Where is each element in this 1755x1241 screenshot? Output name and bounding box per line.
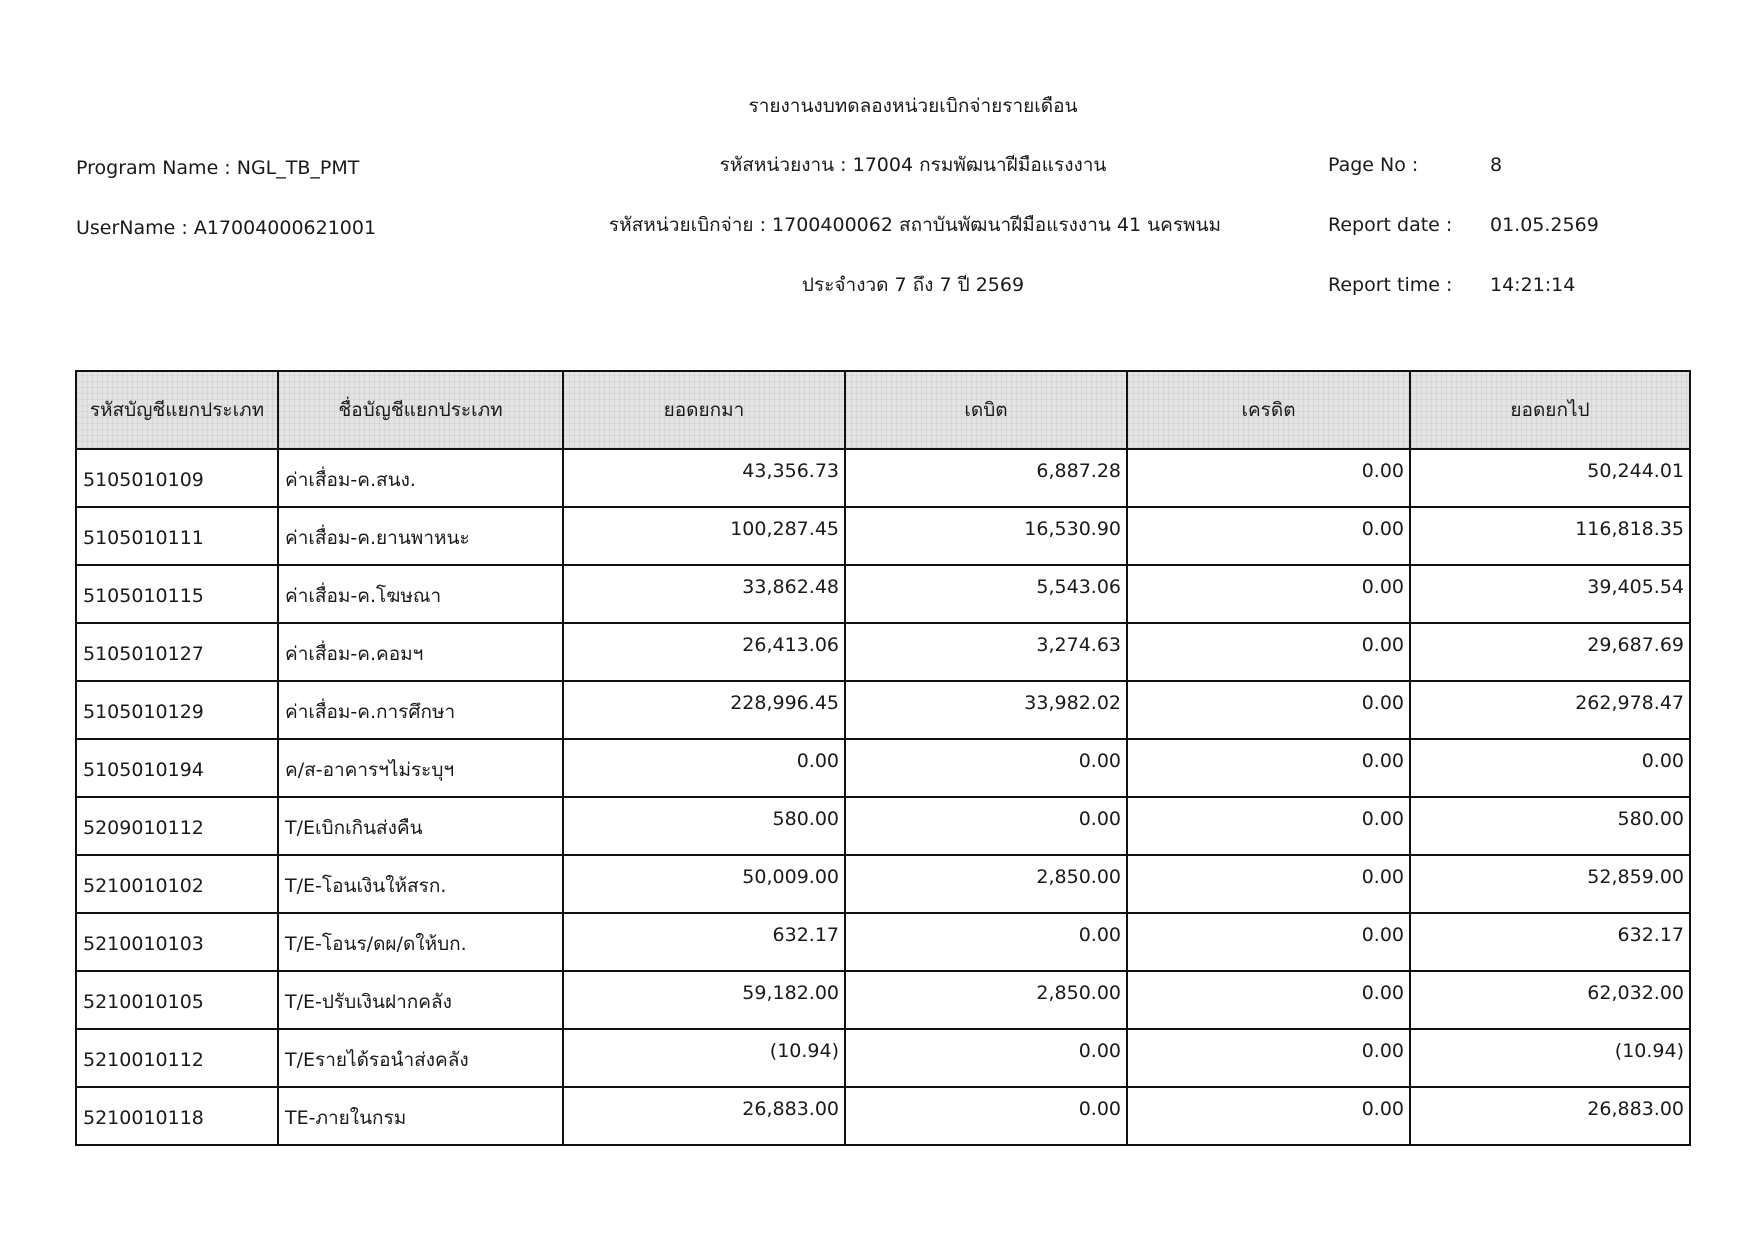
debit-cell bbox=[845, 507, 1127, 565]
opening-balance-cell bbox=[563, 1087, 845, 1145]
account-code: 5105010115 bbox=[83, 585, 204, 607]
account-name-cell bbox=[278, 623, 563, 681]
debit-amount: 0.00 bbox=[1078, 924, 1121, 946]
debit-cell bbox=[845, 681, 1127, 739]
debit-amount: 33,982.02 bbox=[1024, 692, 1121, 714]
closing-balance-cell bbox=[1410, 971, 1690, 1029]
debit-amount: 2,850.00 bbox=[1036, 866, 1121, 888]
closing-balance: (10.94) bbox=[1614, 1040, 1684, 1062]
header-debit: เดบิต bbox=[845, 371, 1127, 449]
agency-code: รหัสหน่วยงาน : 17004 กรมพัฒนาฝีมือแรงงาน bbox=[719, 154, 1107, 176]
credit-cell bbox=[1127, 1029, 1410, 1087]
table-header-row bbox=[76, 371, 1690, 449]
account-name-cell bbox=[278, 913, 563, 971]
credit-cell bbox=[1127, 797, 1410, 855]
account-code: 5210010105 bbox=[83, 991, 204, 1013]
debit-amount: 3,274.63 bbox=[1036, 634, 1121, 656]
opening-balance-cell bbox=[563, 855, 845, 913]
credit-cell bbox=[1127, 971, 1410, 1029]
opening-balance-cell bbox=[563, 797, 845, 855]
account-name-cell bbox=[278, 971, 563, 1029]
account-name-cell bbox=[278, 507, 563, 565]
account-code: 5210010102 bbox=[83, 875, 204, 897]
closing-balance-cell bbox=[1410, 681, 1690, 739]
disbursing-unit: รหัสหน่วยเบิกจ่าย : 1700400062 สถาบันพัฒนาฝีมือแรงงาน 41 นครพนม bbox=[608, 214, 1222, 236]
header-account-code: รหัสบัญชีแยกประเภท bbox=[76, 371, 278, 449]
opening-balance-cell bbox=[563, 623, 845, 681]
closing-balance: 52,859.00 bbox=[1587, 866, 1684, 888]
account-code-cell bbox=[76, 855, 278, 913]
opening-balance: 0.00 bbox=[796, 750, 839, 772]
closing-balance-cell bbox=[1410, 797, 1690, 855]
opening-balance: 632.17 bbox=[772, 924, 839, 946]
credit-amount: 0.00 bbox=[1361, 460, 1404, 482]
opening-balance-cell bbox=[563, 1029, 845, 1087]
credit-cell bbox=[1127, 623, 1410, 681]
debit-amount: 5,543.06 bbox=[1036, 576, 1121, 598]
debit-amount: 0.00 bbox=[1078, 808, 1121, 830]
debit-cell bbox=[845, 913, 1127, 971]
opening-balance: 580.00 bbox=[772, 808, 839, 830]
account-name: T/Eเบิกเกินส่งคืน bbox=[285, 817, 423, 839]
table-row bbox=[76, 971, 1690, 1029]
header-credit: เครดิต bbox=[1127, 371, 1410, 449]
credit-amount: 0.00 bbox=[1361, 634, 1404, 656]
report-time-label: Report time : bbox=[1328, 274, 1453, 296]
opening-balance: 100,287.45 bbox=[730, 518, 839, 540]
opening-balance-cell bbox=[563, 507, 845, 565]
account-code: 5105010111 bbox=[83, 527, 204, 549]
closing-balance: 26,883.00 bbox=[1587, 1098, 1684, 1120]
closing-balance: 262,978.47 bbox=[1575, 692, 1684, 714]
account-name: T/E-ปรับเงินฝากคลัง bbox=[285, 991, 452, 1013]
account-name: ค่าเสื่อม-ค.สนง. bbox=[285, 469, 416, 491]
closing-balance-cell bbox=[1410, 1029, 1690, 1087]
debit-amount: 16,530.90 bbox=[1024, 518, 1121, 540]
debit-amount: 0.00 bbox=[1078, 750, 1121, 772]
account-code: 5105010109 bbox=[83, 469, 204, 491]
table-row bbox=[76, 681, 1690, 739]
credit-amount: 0.00 bbox=[1361, 866, 1404, 888]
header-opening-balance: ยอดยกมา bbox=[563, 371, 845, 449]
closing-balance-cell bbox=[1410, 507, 1690, 565]
credit-cell bbox=[1127, 1087, 1410, 1145]
debit-amount: 2,850.00 bbox=[1036, 982, 1121, 1004]
account-code-cell bbox=[76, 623, 278, 681]
opening-balance-cell bbox=[563, 971, 845, 1029]
closing-balance: 39,405.54 bbox=[1587, 576, 1684, 598]
account-name: T/E-โอนเงินให้สรก. bbox=[285, 875, 447, 897]
credit-cell bbox=[1127, 507, 1410, 565]
credit-cell bbox=[1127, 449, 1410, 507]
account-code: 5105010194 bbox=[83, 759, 204, 781]
account-name: ค่าเสื่อม-ค.โฆษณา bbox=[285, 585, 442, 607]
header-account-name: ชื่อบัญชีแยกประเภท bbox=[278, 371, 563, 449]
table-row bbox=[76, 449, 1690, 507]
account-name: T/Eรายได้รอนำส่งคลัง bbox=[285, 1049, 469, 1071]
table-row bbox=[76, 1029, 1690, 1087]
credit-cell bbox=[1127, 913, 1410, 971]
report-date-value: 01.05.2569 bbox=[1490, 214, 1599, 236]
credit-amount: 0.00 bbox=[1361, 924, 1404, 946]
opening-balance-cell bbox=[563, 913, 845, 971]
account-code-cell bbox=[76, 565, 278, 623]
account-code: 5210010103 bbox=[83, 933, 204, 955]
account-code: 5210010118 bbox=[83, 1107, 204, 1129]
credit-amount: 0.00 bbox=[1361, 808, 1404, 830]
closing-balance: 0.00 bbox=[1641, 750, 1684, 772]
page-no-value: 8 bbox=[1490, 154, 1503, 176]
opening-balance-cell bbox=[563, 449, 845, 507]
credit-cell bbox=[1127, 681, 1410, 739]
account-code-cell bbox=[76, 1029, 278, 1087]
credit-amount: 0.00 bbox=[1361, 982, 1404, 1004]
account-name-cell bbox=[278, 797, 563, 855]
closing-balance-cell bbox=[1410, 623, 1690, 681]
page-no-label: Page No : bbox=[1328, 154, 1419, 176]
credit-amount: 0.00 bbox=[1361, 692, 1404, 714]
account-name: ค่าเสื่อม-ค.การศึกษา bbox=[285, 701, 456, 723]
closing-balance-cell bbox=[1410, 913, 1690, 971]
table-row bbox=[76, 797, 1690, 855]
opening-balance: (10.94) bbox=[769, 1040, 839, 1062]
credit-amount: 0.00 bbox=[1361, 576, 1404, 598]
closing-balance-cell bbox=[1410, 1087, 1690, 1145]
account-code-cell bbox=[76, 739, 278, 797]
debit-amount: 0.00 bbox=[1078, 1098, 1121, 1120]
credit-amount: 0.00 bbox=[1361, 1040, 1404, 1062]
debit-cell bbox=[845, 1029, 1127, 1087]
closing-balance-cell bbox=[1410, 739, 1690, 797]
account-code-cell bbox=[76, 507, 278, 565]
table-row bbox=[76, 1087, 1690, 1145]
debit-cell bbox=[845, 449, 1127, 507]
report-date-label: Report date : bbox=[1328, 214, 1453, 236]
account-name-cell bbox=[278, 739, 563, 797]
opening-balance-cell bbox=[563, 565, 845, 623]
opening-balance: 228,996.45 bbox=[730, 692, 839, 714]
closing-balance: 632.17 bbox=[1617, 924, 1684, 946]
report-time-value: 14:21:14 bbox=[1490, 274, 1576, 296]
closing-balance-cell bbox=[1410, 855, 1690, 913]
account-code-cell bbox=[76, 1087, 278, 1145]
account-code-cell bbox=[76, 913, 278, 971]
opening-balance: 50,009.00 bbox=[742, 866, 839, 888]
debit-cell bbox=[845, 855, 1127, 913]
credit-cell bbox=[1127, 855, 1410, 913]
table-row bbox=[76, 623, 1690, 681]
credit-cell bbox=[1127, 739, 1410, 797]
account-code: 5105010127 bbox=[83, 643, 204, 665]
table-row bbox=[76, 913, 1690, 971]
account-code-cell bbox=[76, 797, 278, 855]
account-name: TE-ภายในกรม bbox=[285, 1107, 407, 1129]
debit-cell bbox=[845, 739, 1127, 797]
account-name: ค่าเสื่อม-ค.คอมฯ bbox=[285, 643, 424, 665]
trial-balance-table bbox=[75, 370, 1691, 1146]
account-name-cell bbox=[278, 681, 563, 739]
opening-balance: 33,862.48 bbox=[742, 576, 839, 598]
closing-balance: 116,818.35 bbox=[1575, 518, 1684, 540]
table-row bbox=[76, 565, 1690, 623]
account-code: 5105010129 bbox=[83, 701, 204, 723]
account-name: ค/ส-อาคารฯไม่ระบุฯ bbox=[285, 759, 455, 781]
report-title: รายงานงบทดลองหน่วยเบิกจ่ายรายเดือน bbox=[748, 95, 1078, 117]
debit-amount: 0.00 bbox=[1078, 1040, 1121, 1062]
account-code-cell bbox=[76, 449, 278, 507]
account-name-cell bbox=[278, 565, 563, 623]
credit-amount: 0.00 bbox=[1361, 750, 1404, 772]
table-row bbox=[76, 739, 1690, 797]
debit-amount: 6,887.28 bbox=[1036, 460, 1121, 482]
table-row bbox=[76, 507, 1690, 565]
account-name-cell bbox=[278, 1087, 563, 1145]
username: UserName : A17004000621001 bbox=[76, 217, 377, 239]
credit-cell bbox=[1127, 565, 1410, 623]
account-name: T/E-โอนร/ดผ/ดให้บก. bbox=[285, 933, 467, 955]
debit-cell bbox=[845, 797, 1127, 855]
opening-balance: 26,883.00 bbox=[742, 1098, 839, 1120]
credit-amount: 0.00 bbox=[1361, 1098, 1404, 1120]
table-row bbox=[76, 855, 1690, 913]
opening-balance: 59,182.00 bbox=[742, 982, 839, 1004]
debit-cell bbox=[845, 971, 1127, 1029]
account-name-cell bbox=[278, 855, 563, 913]
closing-balance: 29,687.69 bbox=[1587, 634, 1684, 656]
opening-balance: 43,356.73 bbox=[742, 460, 839, 482]
credit-amount: 0.00 bbox=[1361, 518, 1404, 540]
account-code-cell bbox=[76, 971, 278, 1029]
closing-balance: 50,244.01 bbox=[1587, 460, 1684, 482]
header-closing-balance: ยอดยกไป bbox=[1410, 371, 1690, 449]
opening-balance-cell bbox=[563, 739, 845, 797]
account-code: 5210010112 bbox=[83, 1049, 204, 1071]
account-code-cell bbox=[76, 681, 278, 739]
debit-cell bbox=[845, 565, 1127, 623]
closing-balance: 580.00 bbox=[1617, 808, 1684, 830]
account-name-cell bbox=[278, 449, 563, 507]
opening-balance-cell bbox=[563, 681, 845, 739]
program-name: Program Name : NGL_TB_PMT bbox=[76, 157, 360, 179]
account-code: 5209010112 bbox=[83, 817, 204, 839]
account-name: ค่าเสื่อม-ค.ยานพาหนะ bbox=[285, 527, 470, 549]
closing-balance-cell bbox=[1410, 565, 1690, 623]
closing-balance-cell bbox=[1410, 449, 1690, 507]
opening-balance: 26,413.06 bbox=[742, 634, 839, 656]
report-period: ประจำงวด 7 ถึง 7 ปี 2569 bbox=[801, 274, 1025, 296]
closing-balance: 62,032.00 bbox=[1587, 982, 1684, 1004]
account-name-cell bbox=[278, 1029, 563, 1087]
debit-cell bbox=[845, 1087, 1127, 1145]
debit-cell bbox=[845, 623, 1127, 681]
